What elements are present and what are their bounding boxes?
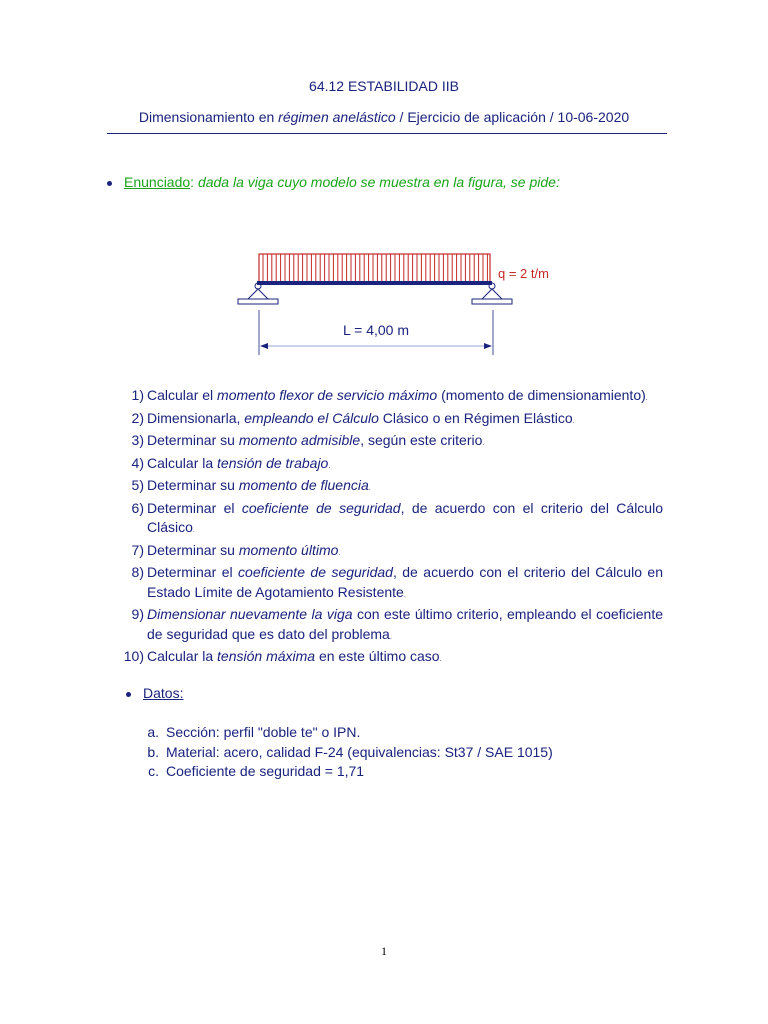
task-item: [107, 454, 663, 477]
task-item: [107, 409, 663, 432]
data-item-text: Sección: perfil "doble te" o IPN.: [166, 724, 361, 740]
left-pin-support: [238, 283, 278, 304]
task-text-part: , de acuerdo con el criterio del Cálculo Clásico: [147, 499, 663, 535]
task-text-emphasis: tensión de trabajo: [217, 454, 329, 471]
task-text: [147, 476, 663, 499]
task-period: .: [439, 656, 442, 663]
statement: [124, 174, 560, 190]
task-item: [107, 563, 663, 605]
task-number: 1): [131, 387, 144, 403]
subtitle-emphasis: régimen anelástico: [278, 109, 396, 125]
right-roller-support: [472, 283, 512, 304]
task-item: [107, 499, 663, 541]
dimension-arrow-left: [260, 343, 268, 349]
task-text-emphasis: momento flexor de servicio máximo: [217, 387, 438, 403]
task-period: .: [645, 395, 648, 402]
task-text-emphasis: coeficiente de seguridad: [238, 564, 393, 580]
task-item: [107, 541, 663, 564]
data-item: [137, 723, 553, 743]
task-text-emphasis: Dimensionar nuevamente la viga: [147, 606, 353, 622]
data-label-text: Datos: [143, 685, 180, 701]
dimension-arrow-right: [484, 343, 492, 349]
task-period: .: [389, 633, 392, 641]
page-number: 1: [381, 944, 387, 958]
task-text-part: Calcular el: [147, 387, 218, 403]
data-section-label: [143, 685, 183, 701]
task-text-part: Clásico o en Régimen Elástico: [378, 409, 573, 426]
task-text-part: Determinar el: [147, 564, 239, 580]
task-text-emphasis: momento admisible: [238, 432, 361, 448]
task-text-part: Calcular la: [147, 648, 218, 664]
task-text-emphasis: momento último: [238, 541, 339, 558]
task-item: [107, 647, 663, 670]
statement-colon: :: [190, 174, 195, 190]
task-number: 5): [131, 477, 144, 493]
task-period: .: [192, 527, 195, 534]
task-text-part: con este último criterio, empleando el coeficiente de seguridad que es dato del problema: [147, 606, 664, 642]
load-hatch-lines: [263, 254, 487, 281]
data-list: [137, 723, 553, 782]
task-text: [147, 454, 663, 477]
task-text-part: Calcular la: [147, 454, 218, 471]
statement-text: dada la viga cuyo modelo se muestra en la figura, se pide:: [197, 174, 560, 190]
load-label: q = 2 t/m: [498, 266, 549, 281]
task-text: [147, 386, 663, 409]
header-divider: [107, 133, 667, 134]
data-item-letter: b.: [147, 743, 159, 760]
task-text-part: , según este criterio: [360, 432, 483, 448]
task-item: [107, 476, 663, 499]
task-text-part: Determinar su: [147, 432, 239, 448]
beam: [257, 281, 492, 285]
task-number: 6): [131, 499, 144, 516]
task-period: .: [482, 440, 485, 447]
statement-label: Enunciado: [124, 174, 191, 190]
data-item-letter: a.: [147, 724, 159, 740]
span-label: L = 4,00 m: [342, 322, 410, 338]
task-text: [147, 541, 663, 564]
task-text-part: Determinar su: [147, 541, 239, 558]
task-list: [107, 386, 663, 670]
task-text: [147, 605, 663, 647]
task-number: 4): [131, 454, 144, 471]
task-item: [107, 431, 663, 454]
task-text-part: en este último caso: [315, 648, 440, 664]
task-number: 8): [131, 564, 144, 580]
bullet-icon: [126, 692, 131, 697]
subtitle-suffix: / Ejercicio de aplicación / 10-06-2020: [395, 109, 630, 125]
task-number: 10): [123, 648, 144, 664]
task-number: 7): [131, 541, 144, 558]
task-text: [147, 647, 663, 670]
task-period: .: [328, 462, 331, 470]
task-text-emphasis: coeficiente de seguridad: [241, 499, 401, 516]
data-item-text: Material: acero, calidad F-24 (equivalencias: St37 / SAE 1015): [166, 743, 553, 760]
document-subtitle: [0, 109, 768, 125]
bullet-icon: [107, 181, 112, 186]
task-item: [107, 605, 663, 647]
data-item-letter: c.: [148, 763, 159, 779]
task-text-part: , de acuerdo con el criterio del Cálculo en Estado Límite de Agotamiento Resistente: [147, 564, 663, 600]
task-text: [147, 499, 663, 541]
task-text-emphasis: tensión máxima: [217, 648, 316, 664]
task-text-part: (momento de dimensionamiento): [437, 387, 646, 403]
task-text-part: Determinar su: [147, 477, 239, 493]
task-number: 2): [131, 409, 144, 426]
task-text: [147, 563, 663, 605]
course-title: 64.12 ESTABILIDAD IIB: [309, 78, 459, 94]
data-label-colon: :: [179, 685, 184, 701]
task-period: .: [368, 485, 371, 492]
task-text: [147, 431, 663, 454]
task-text: [147, 409, 663, 432]
data-item: [137, 762, 553, 782]
task-period: .: [338, 549, 341, 557]
beam-figure: [230, 245, 570, 370]
data-item-text: Coeficiente de seguridad = 1,71: [166, 763, 365, 779]
task-text-part: Determinar el: [147, 499, 242, 516]
subtitle-prefix: Dimensionamiento en: [138, 109, 279, 125]
task-period: .: [572, 417, 575, 425]
task-text-emphasis: momento de fluencia: [238, 477, 369, 493]
task-number: 3): [131, 432, 144, 448]
data-item: [137, 743, 553, 763]
task-number: 9): [131, 606, 144, 622]
task-period: .: [403, 591, 406, 599]
task-text-emphasis: empleando el Cálculo: [244, 409, 379, 426]
task-item: [107, 386, 663, 409]
task-text-part: Dimensionarla,: [147, 409, 245, 426]
beam-diagram: [230, 245, 570, 365]
